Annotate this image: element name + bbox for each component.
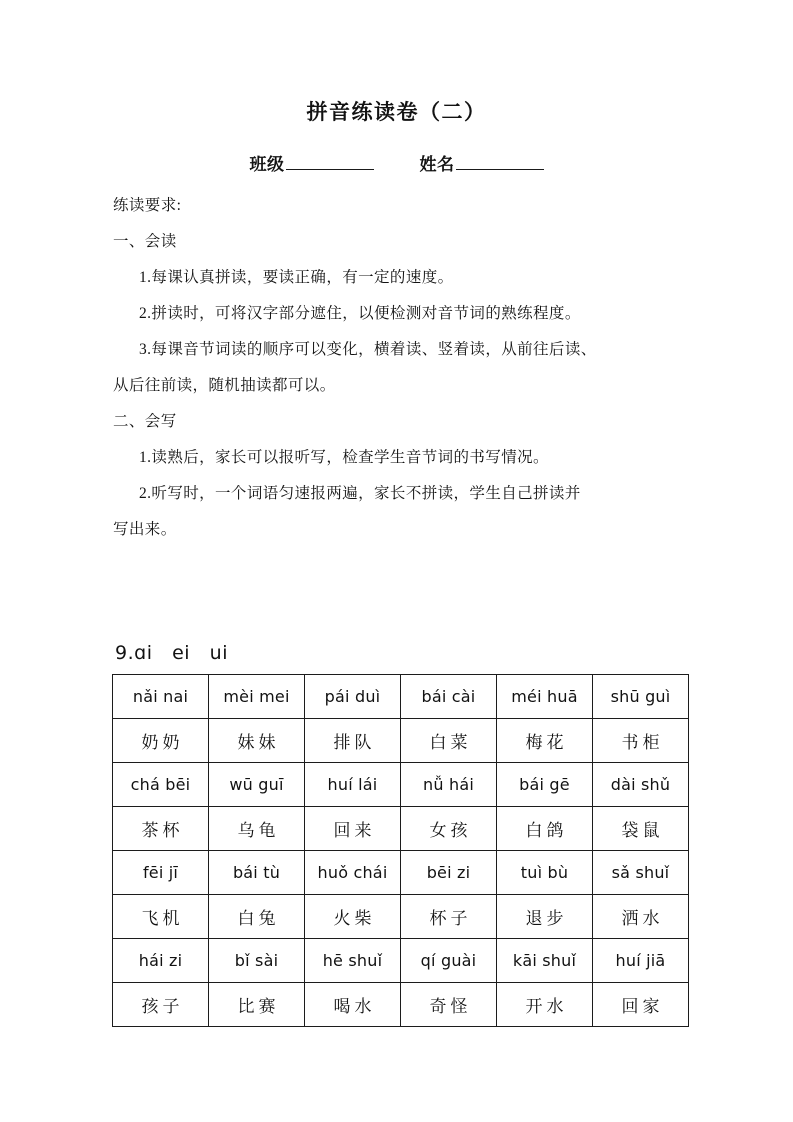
pinyin-cell: bái gē: [497, 763, 593, 807]
hanzi-cell: 回来: [305, 807, 401, 851]
pinyin-cell: mèi mei: [209, 675, 305, 719]
pinyin-cell: nǚ hái: [401, 763, 497, 807]
page-title: 拼音练读卷（二）: [306, 100, 487, 124]
hanzi-cell: 喝水: [305, 983, 401, 1027]
instructions-block: [113, 188, 713, 548]
pinyin-cell: bēi zi: [401, 851, 497, 895]
hanzi-cell: 洒水: [593, 895, 689, 939]
pinyin-cell: hē shuǐ: [305, 939, 401, 983]
pinyin-cell: bái tù: [209, 851, 305, 895]
hanzi-cell: 书柜: [593, 719, 689, 763]
pinyin-cell: bǐ sài: [209, 939, 305, 983]
section-2-item-2: 2.听写时，一个词语匀速报两遍，家长不拼读，学生自己拼读并: [139, 485, 581, 502]
table-row: [113, 983, 689, 1027]
hanzi-cell: 杯子: [401, 895, 497, 939]
class-field: [250, 150, 374, 175]
table-row: [113, 719, 689, 763]
name-input-rule[interactable]: [456, 156, 544, 170]
section-heading-1: 一、会读: [113, 233, 177, 250]
section-1-item-2: 2.拼读时，可将汉字部分遮住，以便检测对音节词的熟练程度。: [139, 305, 581, 322]
table-row: [113, 895, 689, 939]
hanzi-cell: 孩子: [113, 983, 209, 1027]
class-input-rule[interactable]: [286, 156, 374, 170]
pinyin-cell: huí lái: [305, 763, 401, 807]
table-row: [113, 807, 689, 851]
pinyin-cell: chá bēi: [113, 763, 209, 807]
hanzi-cell: 梅花: [497, 719, 593, 763]
pinyin-cell: bái cài: [401, 675, 497, 719]
pinyin-word-table: [112, 674, 689, 1027]
pinyin-cell: pái duì: [305, 675, 401, 719]
pinyin-cell: nǎi nai: [113, 675, 209, 719]
section-heading-2: 二、会写: [113, 413, 177, 430]
section-1-item-3-cont: 从后往前读，随机抽读都可以。: [113, 377, 336, 394]
name-field: [420, 150, 544, 175]
class-label: 班级: [249, 155, 285, 174]
pinyin-cell: qí guài: [401, 939, 497, 983]
pinyin-cell: huí jiā: [593, 939, 689, 983]
hanzi-cell: 白菜: [401, 719, 497, 763]
hanzi-cell: 开水: [497, 983, 593, 1027]
pinyin-cell: kāi shuǐ: [497, 939, 593, 983]
hanzi-cell: 茶杯: [113, 807, 209, 851]
section-2-item-2-cont: 写出来。: [113, 521, 177, 538]
hanzi-cell: 妹妹: [209, 719, 305, 763]
section-1-item-3: 3.每课音节词读的顺序可以变化，横着读、竖着读，从前往后读、: [139, 341, 597, 358]
table-row: [113, 939, 689, 983]
hanzi-cell: 回家: [593, 983, 689, 1027]
hanzi-cell: 白兔: [209, 895, 305, 939]
pinyin-cell: fēi jī: [113, 851, 209, 895]
hanzi-cell: 袋鼠: [593, 807, 689, 851]
section-1-item-1: 1.每课认真拼读，要读正确，有一定的速度。: [139, 269, 454, 286]
pinyin-cell: sǎ shuǐ: [593, 851, 689, 895]
pinyin-cell: hái zi: [113, 939, 209, 983]
table-row: [113, 851, 689, 895]
table-row: [113, 675, 689, 719]
hanzi-cell: 火柴: [305, 895, 401, 939]
pinyin-cell: dài shǔ: [593, 763, 689, 807]
instructions-lead: 练读要求:: [113, 197, 182, 214]
hanzi-cell: 女孩: [401, 807, 497, 851]
pinyin-cell: huǒ chái: [305, 851, 401, 895]
hanzi-cell: 白鸽: [497, 807, 593, 851]
pinyin-cell: méi huā: [497, 675, 593, 719]
hanzi-cell: 飞机: [113, 895, 209, 939]
hanzi-cell: 退步: [497, 895, 593, 939]
section-2-item-1: 1.读熟后，家长可以报听写，检查学生音节词的书写情况。: [139, 449, 549, 466]
pinyin-cell: tuì bù: [497, 851, 593, 895]
pinyin-cell: shū guì: [593, 675, 689, 719]
hanzi-cell: 乌龟: [209, 807, 305, 851]
pinyin-cell: wū guī: [209, 763, 305, 807]
hanzi-cell: 排队: [305, 719, 401, 763]
name-label: 姓名: [419, 155, 455, 174]
hanzi-cell: 奇怪: [401, 983, 497, 1027]
lesson-heading: 9.ɑi ei ui: [115, 642, 228, 664]
student-id-line: [0, 150, 793, 175]
hanzi-cell: 奶奶: [113, 719, 209, 763]
hanzi-cell: 比赛: [209, 983, 305, 1027]
table-row: [113, 763, 689, 807]
